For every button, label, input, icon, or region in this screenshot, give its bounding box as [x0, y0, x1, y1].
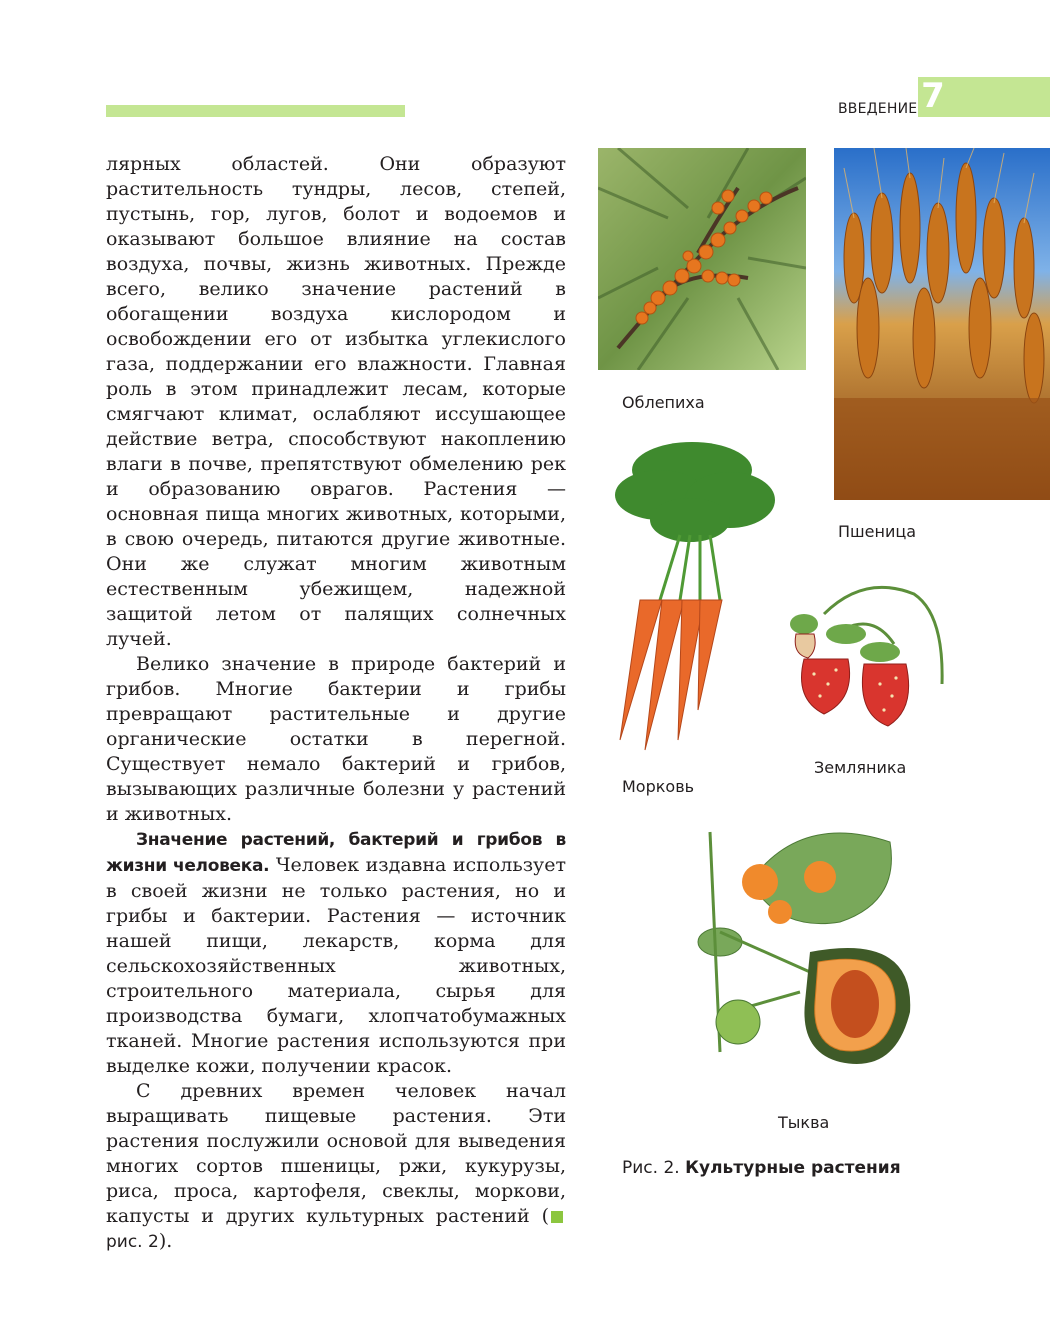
paragraph-4-body: С древних времен человек начал выращивать пищевые растения. Эти растения послужили основой для выведения многих сортов пшеницы, ржи, кукурузы, риса, проса, картофеля, свеклы, моркови, капусты и других культурных растений ( [106, 1080, 566, 1227]
paragraph-4 [106, 1079, 566, 1255]
caption-carrot: Морковь [622, 777, 695, 796]
caption-sea-buckthorn: Облепиха [622, 393, 705, 412]
figure-reference-icon [551, 1211, 563, 1223]
paragraph-3-body: Человек издавна использует в своей жизни не только растения, но и грибы и бактерии. Растения — источник нашей пищи, лекарств, корма для сельскохозяйственных животных, строительного материала, сырья для производства бумаги, хлопчатобумажных тканей. Многие растения используются при выделке кожи, получении красок. [106, 854, 566, 1077]
section-title: ВВЕДЕНИЕ [838, 101, 918, 117]
paragraph-1: лярных областей. Они образуют растительность тундры, лесов, степей, пустынь, гор, лугов, болот и водоемов и оказывают большое влияние на состав воздуха, почвы, жизнь животных. Прежде всего, велико значение растений в обогащении воздуха кислородом и освобождении его от избытка углекислого газа, поддержании его влажности. Главная роль в этом принадлежит лесам, которые смягчают климат, ослабляют иссушающее действие ветра, способствуют накоплению влаги в почве, препятствуют обмелению рек и образованию оврагов. Растения — основная пища многих животных, которыми, в свою очередь, питаются другие животные. Они же служат многим животным естественным убежищем, надежной защитой летом от палящих солнечных лучей. [106, 153, 566, 650]
header-decor-bar [106, 105, 405, 117]
figure-title: Культурные растения [685, 1158, 901, 1178]
paragraph-4-end: ). [158, 1230, 173, 1252]
strawberry-illustration [784, 574, 946, 734]
figure-caption [622, 1158, 901, 1178]
figure-label: Рис. 2. [622, 1158, 680, 1178]
wheat-photo [834, 148, 1050, 500]
body-text [106, 152, 566, 1255]
carrot-illustration [600, 440, 785, 760]
paragraph-3 [106, 827, 566, 1079]
caption-strawberry: Земляника [814, 758, 907, 777]
caption-wheat: Пшеница [838, 522, 917, 541]
inline-heading: Значение растений, бактерий и грибов в жизни человека. [106, 830, 566, 876]
figure-reference[interactable]: рис. 2 [106, 1232, 159, 1252]
pumpkin-illustration [690, 812, 915, 1074]
page-number: 7 [921, 76, 945, 116]
caption-pumpkin: Тыква [778, 1113, 830, 1132]
paragraph-2: Велико значение в природе бактерий и грибов. Многие бактерии и грибы превращают растительные и другие органические остатки в перегной. Существует немало бактерий и грибов, вызывающих различные болезни у растений и животных. [106, 653, 566, 825]
sea-buckthorn-photo [598, 148, 806, 370]
